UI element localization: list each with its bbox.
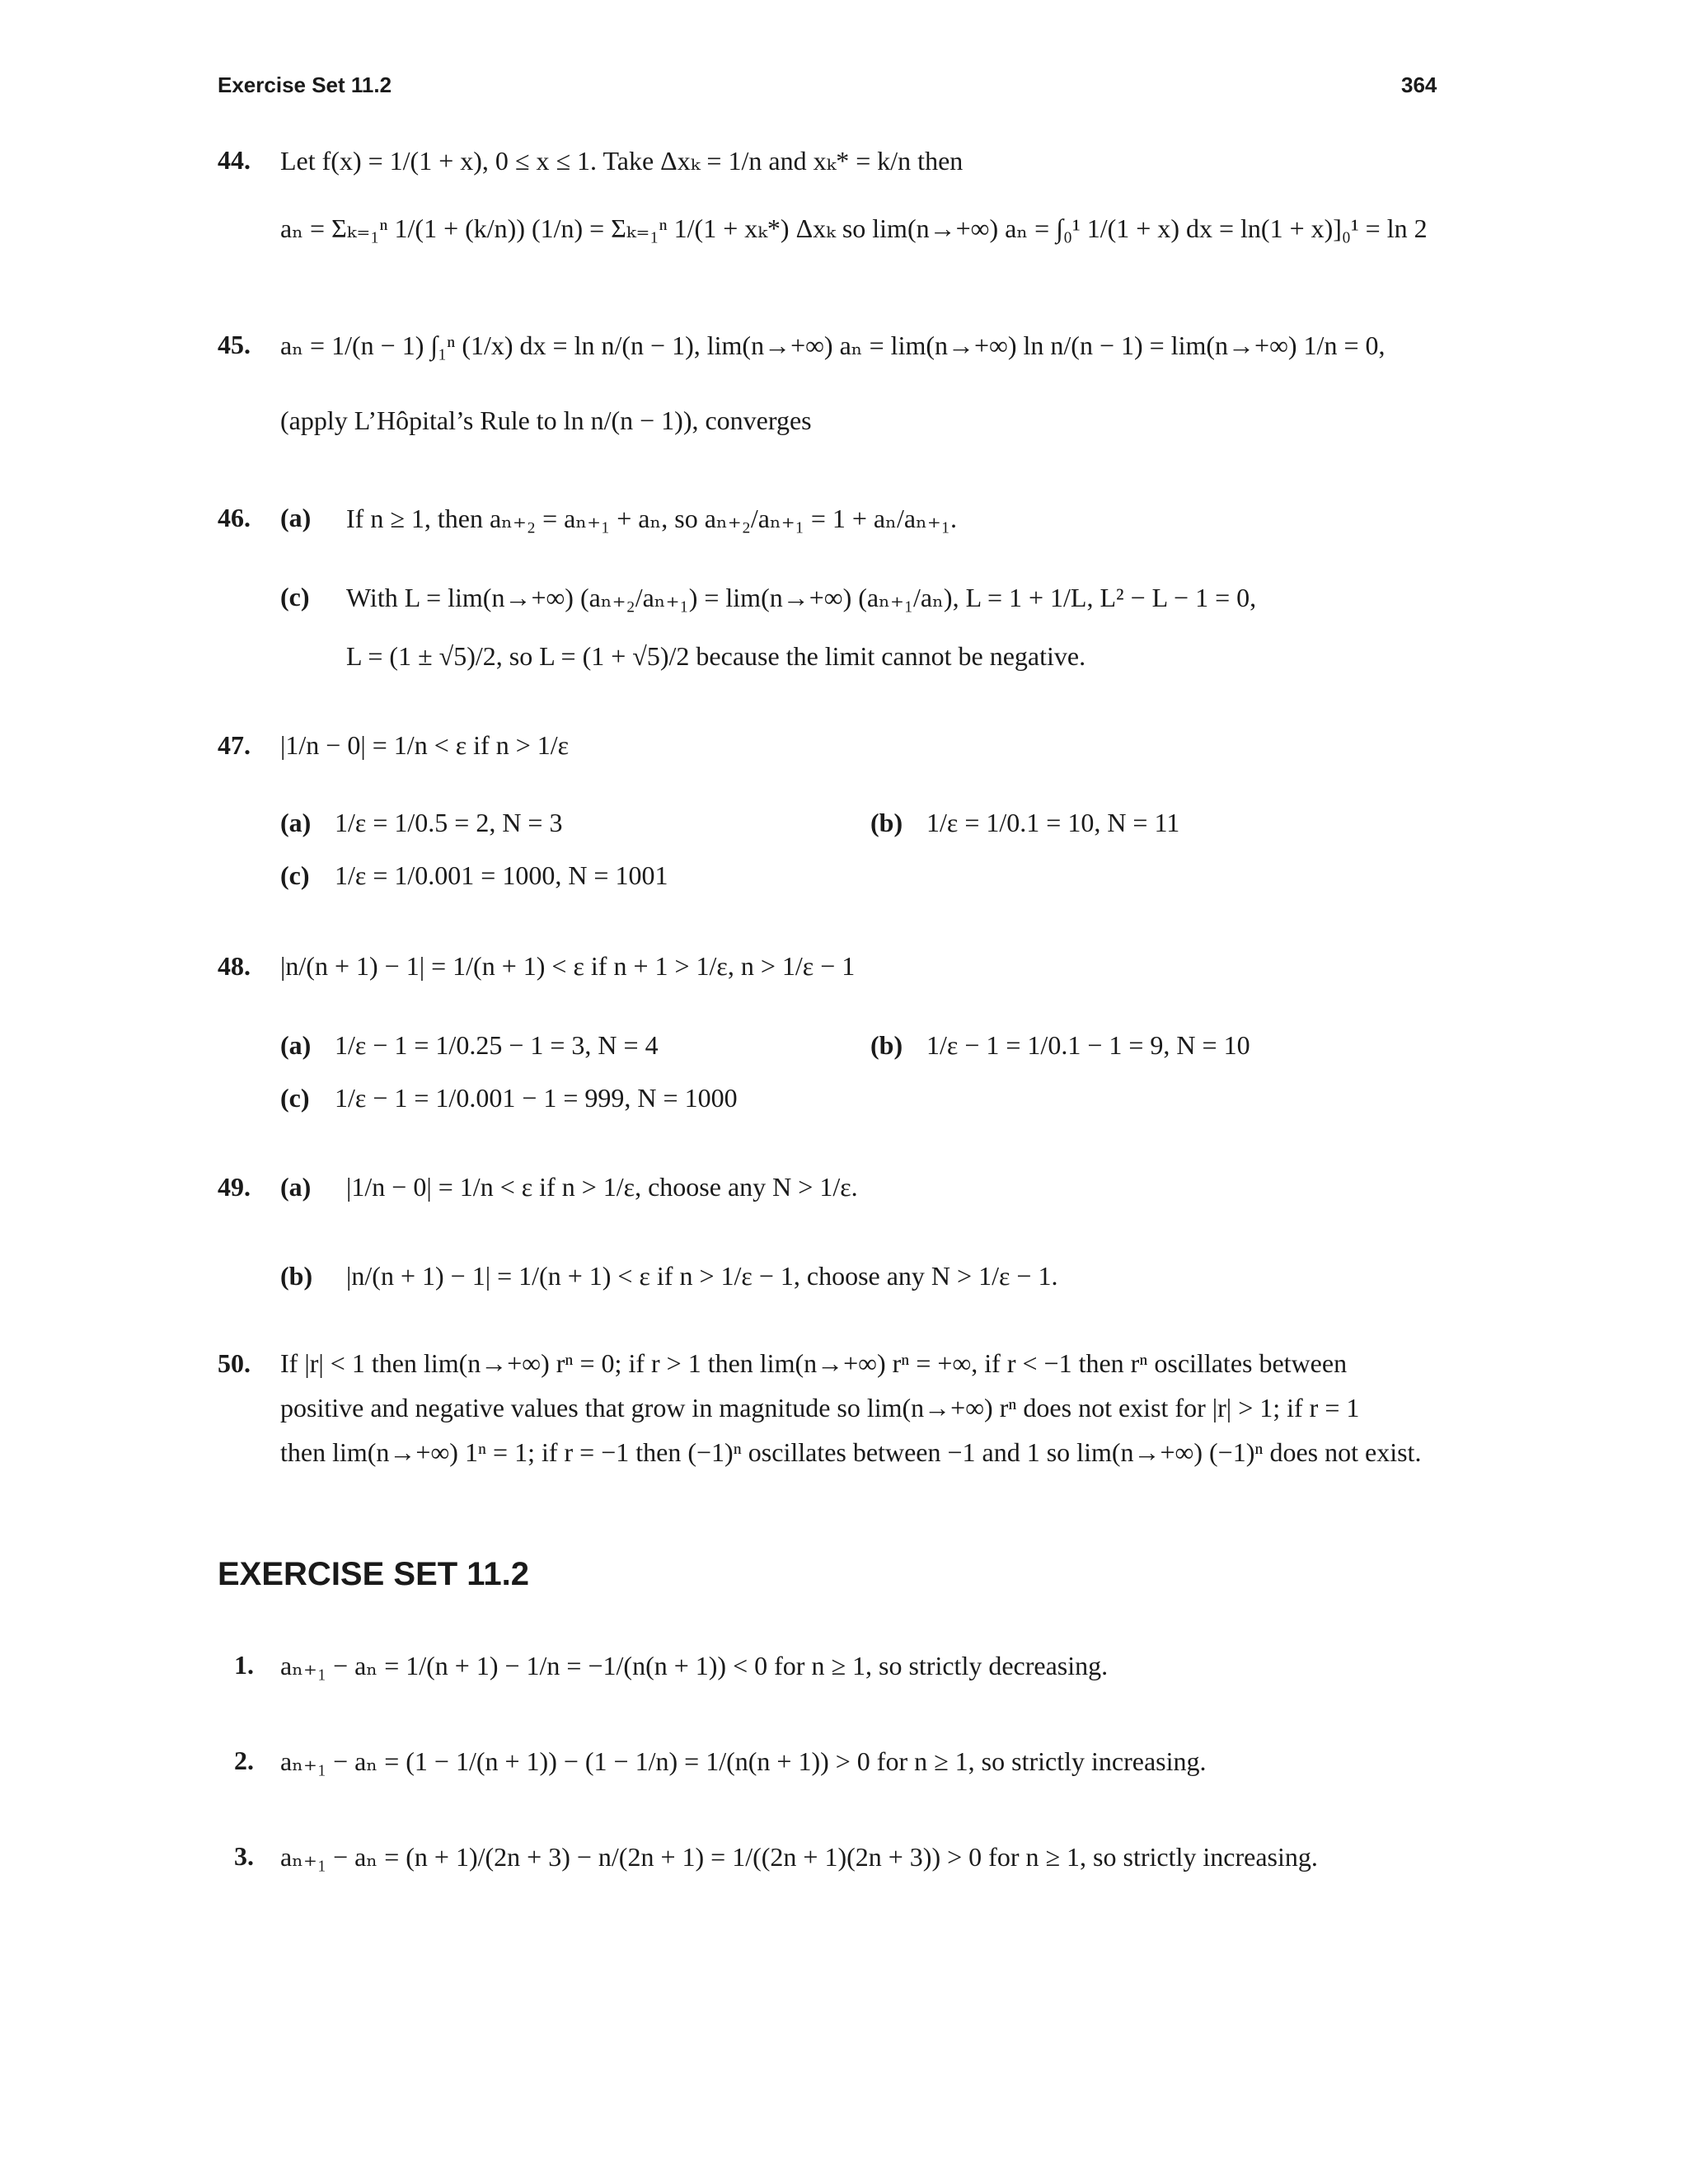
exercise-2-number: 2. — [234, 1746, 254, 1775]
problem-45-line-2: (apply L’Hôpital’s Rule to ln n/(n − 1)), converges — [280, 405, 812, 435]
exercise-2-text: aₙ₊₁ − aₙ = (1 − 1/(n + 1)) − (1 − 1/n) = 1/(n(n + 1)) > 0 for n ≥ 1, so strictly increasing. — [280, 1746, 1207, 1776]
problem-48-part-b-text: 1/ε − 1 = 1/0.1 − 1 = 9, N = 10 — [926, 1030, 1250, 1060]
problem-45-number: 45. — [218, 330, 251, 359]
exercise-1-number: 1. — [234, 1650, 254, 1680]
problem-50-line-3: then lim(n→+∞) 1ⁿ = 1; if r = −1 then (−1)ⁿ oscillates between −1 and 1 so lim(n→+∞) (−1)ⁿ does not exist. — [280, 1437, 1422, 1467]
problem-47-statement: |1/n − 0| = 1/n < ε if n > 1/ε — [280, 730, 570, 760]
problem-44-line-1: Let f(x) = 1/(1 + x), 0 ≤ x ≤ 1. Take Δxₖ = 1/n and xₖ* = k/n then — [280, 146, 964, 176]
problem-49-number: 49. — [218, 1172, 251, 1202]
problem-50-number: 50. — [218, 1348, 251, 1378]
problem-44-line-2: aₙ = Σₖ₌₁ⁿ 1/(1 + (k/n)) (1/n) = Σₖ₌₁ⁿ 1/(1 + xₖ*) Δxₖ so lim(n→+∞) aₙ = ∫₀¹ 1/(1 + x) dx = ln(1 + x)]₀¹ = ln 2 — [280, 213, 1428, 243]
problem-48-part-c-text: 1/ε − 1 = 1/0.001 − 1 = 999, N = 1000 — [335, 1083, 738, 1113]
problem-44-number: 44. — [218, 145, 251, 175]
exercise-3-number: 3. — [234, 1841, 254, 1871]
exercise-3-text: aₙ₊₁ − aₙ = (n + 1)/(2n + 3) − n/(2n + 1) = 1/((2n + 1)(2n + 3)) > 0 for n ≥ 1, so strictly increasing. — [280, 1842, 1318, 1872]
problem-46-part-a-label: (a) — [280, 503, 312, 532]
problem-47-part-c-text: 1/ε = 1/0.001 = 1000, N = 1001 — [335, 860, 668, 890]
problem-49-part-b-text: |n/(n + 1) − 1| = 1/(n + 1) < ε if n > 1/ε − 1, choose any N > 1/ε − 1. — [346, 1261, 1058, 1291]
problem-50-line-1: If |r| < 1 then lim(n→+∞) rⁿ = 0; if r > 1 then lim(n→+∞) rⁿ = +∞, if r < −1 then rⁿ oscillates between — [280, 1348, 1348, 1378]
problem-48-part-c-label: (c) — [280, 1083, 310, 1113]
problem-47-part-b-text: 1/ε = 1/0.1 = 10, N = 11 — [926, 808, 1180, 837]
problem-46-part-c-line-2: L = (1 ± √5)/2, so L = (1 + √5)/2 because the limit cannot be negative. — [346, 641, 1086, 671]
problem-47-part-a-text: 1/ε = 1/0.5 = 2, N = 3 — [335, 808, 563, 837]
problem-48-statement: |n/(n + 1) − 1| = 1/(n + 1) < ε if n + 1 > 1/ε, n > 1/ε − 1 — [280, 951, 856, 981]
problem-49-part-a-text: |1/n − 0| = 1/n < ε if n > 1/ε, choose any N > 1/ε. — [346, 1172, 858, 1202]
problem-47-part-a-label: (a) — [280, 808, 312, 837]
problem-46-part-c-label: (c) — [280, 582, 310, 612]
exercise-1-text: aₙ₊₁ − aₙ = 1/(n + 1) − 1/n = −1/(n(n + 1)) < 0 for n ≥ 1, so strictly decreasing. — [280, 1651, 1109, 1680]
problem-47-number: 47. — [218, 730, 251, 760]
section-title: EXERCISE SET 11.2 — [218, 1556, 529, 1592]
problem-46-number: 46. — [218, 503, 251, 532]
problem-49-part-a-label: (a) — [280, 1172, 312, 1202]
problem-48-part-b-label: (b) — [870, 1030, 903, 1060]
problem-48-part-a-text: 1/ε − 1 = 1/0.25 − 1 = 3, N = 4 — [335, 1030, 659, 1060]
problem-46-part-a-text: If n ≥ 1, then aₙ₊₂ = aₙ₊₁ + aₙ, so aₙ₊₂/aₙ₊₁ = 1 + aₙ/aₙ₊₁. — [346, 504, 957, 533]
problem-47-part-c-label: (c) — [280, 860, 310, 890]
problem-48-part-a-label: (a) — [280, 1030, 312, 1060]
problem-50-line-2: positive and negative values that grow in magnitude so lim(n→+∞) rⁿ does not exist for |r| > 1; if r = 1 — [280, 1393, 1360, 1422]
problem-45-line-1: aₙ = 1/(n − 1) ∫₁ⁿ (1/x) dx = ln n/(n − 1), lim(n→+∞) aₙ = lim(n→+∞) ln n/(n − 1) = lim(n→+∞) 1/n = 0, — [280, 330, 1386, 360]
problem-46-part-c-line-1: With L = lim(n→+∞) (aₙ₊₂/aₙ₊₁) = lim(n→+∞) (aₙ₊₁/aₙ), L = 1 + 1/L, L² − L − 1 = 0, — [346, 583, 1257, 612]
problem-49-part-b-label: (b) — [280, 1261, 313, 1291]
problem-48-number: 48. — [218, 951, 251, 981]
page-number: 364 — [1401, 73, 1437, 97]
running-header-title: Exercise Set 11.2 — [218, 73, 392, 97]
problem-47-part-b-label: (b) — [870, 808, 903, 837]
